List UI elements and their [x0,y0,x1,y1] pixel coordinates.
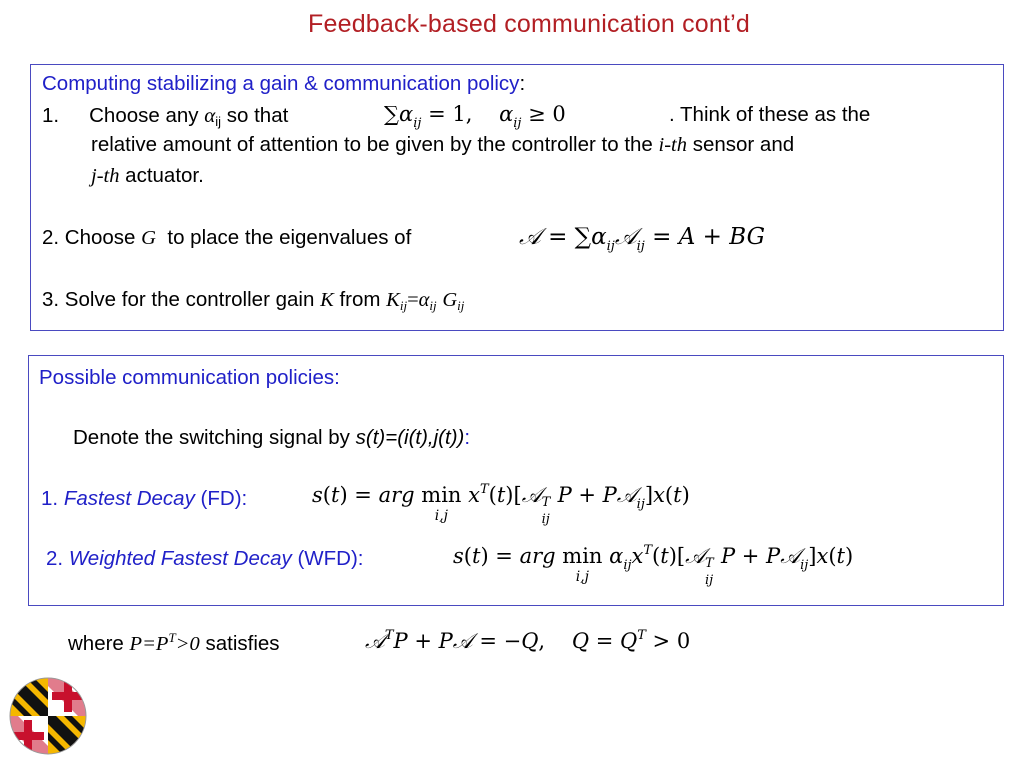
step2-text: 2. Choose G to place the eigenvalues of [42,226,412,249]
step1-number: 1. [42,104,60,127]
lyapunov-condition-text: where $P=P^T>0$ satisfies [68,630,280,655]
closed-loop-matrix-equation: 𝒜 = $\sum\alpha_{ij}𝒜_{ij} = A$ + BG [519,224,765,254]
step1-line3: j-th actuator. [91,164,204,187]
switching-signal-text: Denote the switching signal by s(t)=(i(t),j(t)): [73,426,471,449]
policy-fd-label: 1. Fastest Decay (FD): [41,487,248,510]
lyapunov-equation: 𝒜$^T$P + P𝒜 = −Q, $Q = Q^T > 0$ [365,628,691,653]
step1-line1-tail: . Think of these as the [669,103,871,126]
wfd-policy-equation: s(t) = arg min i,j $\alpha_{ij}x^T(t)[𝒜$ T ij P + P𝒜$_{ij}$]x(t) [453,543,854,588]
maryland-flag-logo [8,676,88,756]
maryland-flag-icon [8,676,88,756]
box2-heading: Possible communication policies: [39,366,340,389]
slide-title: Feedback-based communication cont’d [308,10,750,38]
fd-policy-equation: s(t) = arg min i,j $x^T(t)[𝒜$ T ij P + P𝒜$_{ij}$]x(t) [312,482,690,527]
policy-wfd-label: 2. Weighted Fastest Decay (WFD): [46,547,364,570]
step1-line2: relative amount of attention to be given by the controller to the i-th sensor and [91,133,795,156]
box1-heading: Computing stabilizing a gain & communication policy: [42,72,526,95]
alpha-sum-constraint: $\sum\alpha_{ij} = 1$, $\alpha_{ij} \ge 0$ [384,102,566,131]
step3-text: 3. Solve for the controller gain K from Kij=αij Gij [42,288,465,313]
step1-line1: 1. Choose any αij so that [42,103,289,129]
